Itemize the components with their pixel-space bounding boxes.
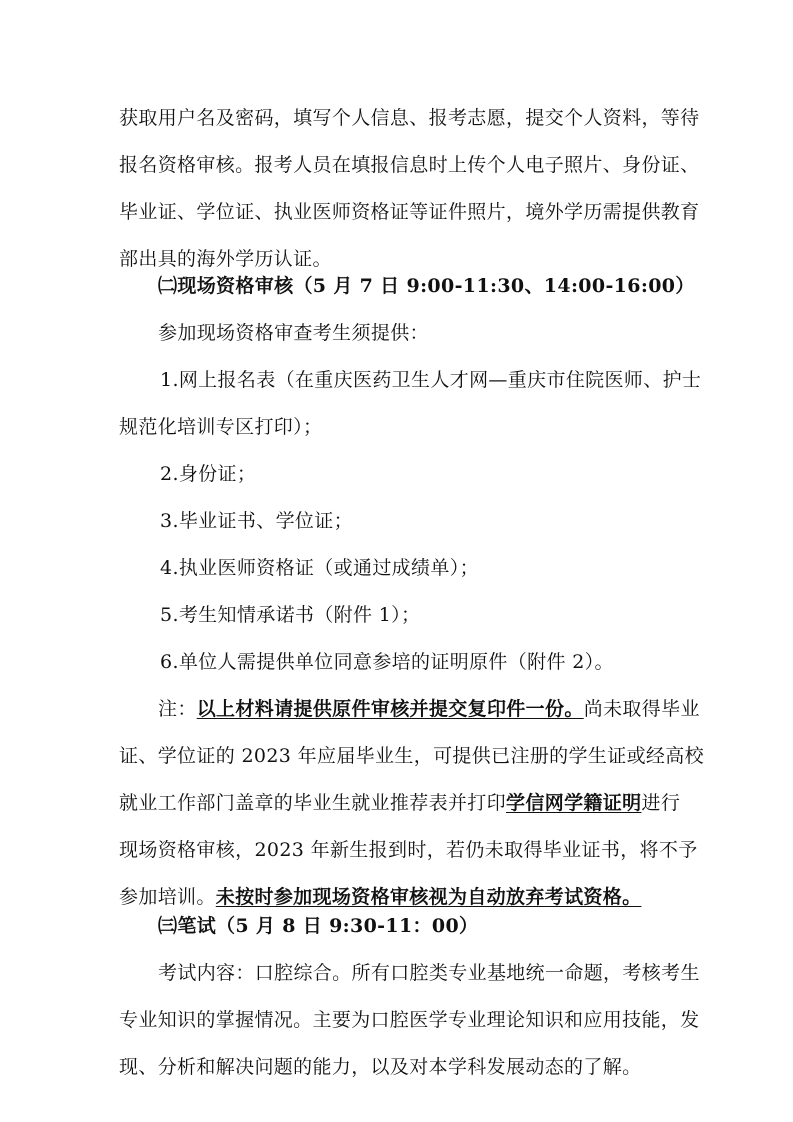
list-item: 5.考生知情承诺书（附件 1）； (160, 604, 421, 626)
paragraph-line: 专业知识的掌握情况。主要为口腔医学专业理论知识和应用技能，发 (119, 1009, 700, 1031)
note-text: 进行 (641, 792, 681, 814)
note-prefix: 注： (158, 698, 197, 720)
note-line (119, 791, 680, 815)
section-heading: ㈡现场资格审核（5 月 7 日 9:00-11:30、14:00-16:00） (158, 275, 695, 297)
paragraph-line: 毕业证、学位证、执业医师资格证等证件照片，境外学历需提供教育 (119, 201, 700, 223)
paragraph-line: 考试内容：口腔综合。所有口腔类专业基地统一命题，考核考生 (158, 962, 700, 984)
note-text: 就业工作部门盖章的毕业生就业推荐表并打印 (119, 792, 507, 814)
note-line (158, 697, 700, 721)
list-item: 2.身份证； (160, 463, 257, 485)
note-line: 证、学位证的 2023 年应届毕业生，可提供已注册的学生证或经高校 (119, 745, 704, 767)
section-heading: ㈢笔试（5 月 8 日 9:30-11：00） (158, 915, 479, 937)
list-item: 3.毕业证书、学位证； (160, 510, 353, 532)
note-line: 现场资格审核，2023 年新生报到时，若仍未取得毕业证书，将不予 (119, 839, 698, 861)
list-item: 4.执业医师资格证（或通过成绩单）； (160, 557, 479, 579)
paragraph-line: 报名资格审核。报考人员在填报信息时上传个人电子照片、身份证、 (119, 154, 700, 176)
section-intro: 参加现场资格审查考生须提供： (158, 322, 429, 344)
note-emphasis: 以上材料请提供原件审核并提交复印件一份。 (196, 698, 584, 720)
note-line (119, 885, 641, 909)
list-item: 规范化培训专区打印）； (119, 416, 323, 438)
list-item: 6.单位人需提供单位同意参培的证明原件（附件 2）。 (160, 651, 614, 673)
list-item: 1.网上报名表（在重庆医药卫生人才网—重庆市住院医师、护士 (160, 369, 702, 391)
note-text: 尚未取得毕业 (583, 698, 700, 720)
paragraph-line: 部出具的海外学历认证。 (119, 248, 332, 270)
paragraph-line: 获取用户名及密码，填写个人信息、报考志愿，提交个人资料，等待 (119, 107, 700, 129)
note-text: 参加培训。 (119, 886, 216, 908)
note-emphasis: 学信网学籍证明 (506, 792, 642, 814)
note-emphasis: 未按时参加现场资格审核视为自动放弃考试资格。 (215, 886, 642, 908)
paragraph-line: 现、分析和解决问题的能力，以及对本学科发展动态的了解。 (119, 1056, 642, 1078)
